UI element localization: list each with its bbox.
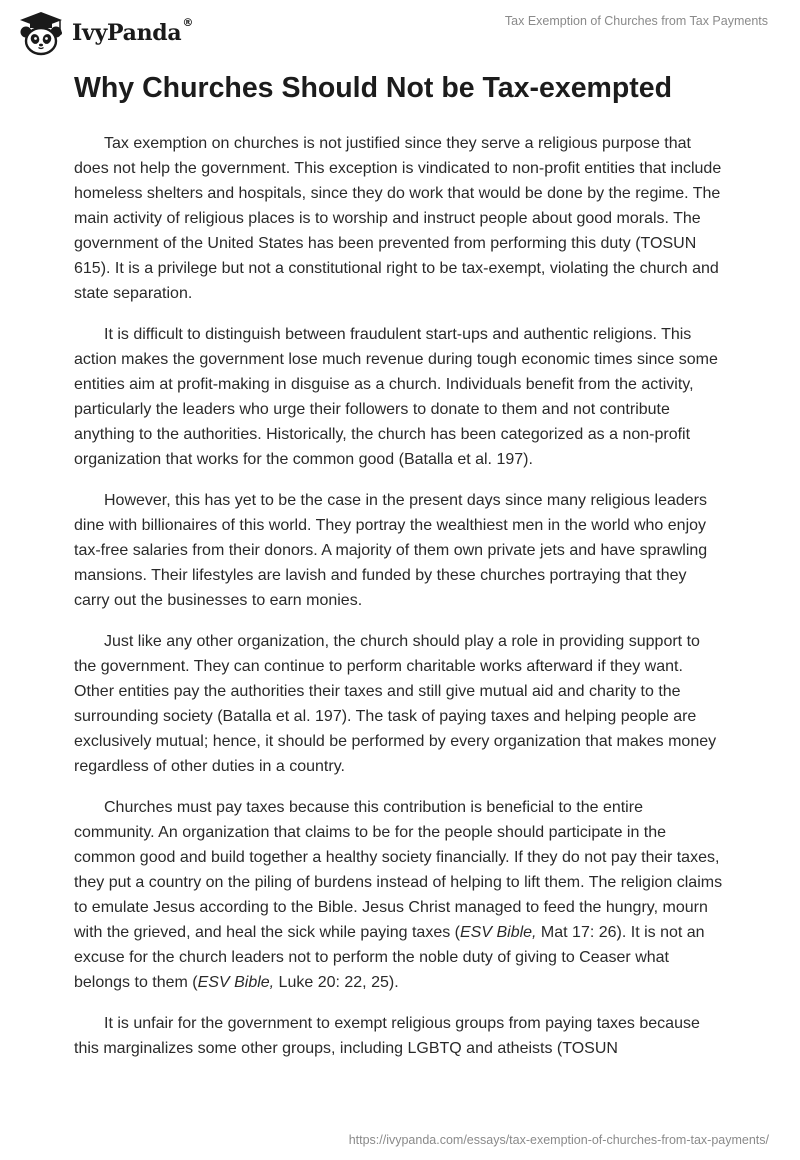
paragraph: However, this has yet to be the case in the present days since many religious leaders dine with billionaires of this world. They portray the wealthiest men in the world who enjoy tax-free salaries from their donors. A majority of them own private jets and have sprawling mansions. Their lifestyles are lavish and funded by these churches portraying that they carry out the businesses to earn monies. [74,492,708,609]
citation-title: ESV Bible, [197,974,275,991]
document-title: Tax Exemption of Churches from Tax Payments [504,14,768,28]
ivypanda-logo[interactable] [16,10,193,56]
logo-wordmark: IvyPanda® [72,16,194,46]
article-title: Why Churches Should Not be Tax-exempted [74,72,673,104]
panda-graduate-icon [16,10,66,56]
paragraph: It is difficult to distinguish between fraudulent start-ups and authentic religions. This action makes the government lose much revenue during tough economic times since some entities aim at profit-making in disguise as a church. Individuals benefit from the activity, particularly the leaders who urge their followers to donate to them and not contribute anything to the authorities. Historically, the church has been categorized as a non-profit organization that works for the common good (Batalla et al. 197). [74,326,718,468]
paragraph: Just like any other organization, the church should play a role in providing support to the government. They can continue to perform charitable works afterward if they want. Other entities pay the authorities their taxes and still give mutual aid and charity to the surrounding society (Batalla et al. 197). The task of paying taxes and helping people are exclusively mutual; hence, it should be performed by every organization that makes money regardless of other duties in a country. [74,633,717,775]
paragraph: Tax exemption on churches is not justified since they serve a religious purpose that does not help the government. This exception is vindicated to non-profit entities that include homeless shelters and hospitals, since they do work that would be done by the regime. The main activity of religious places is to worship and instruct people about good morals. The government of the United States has been prevented from performing this duty (TOSUN 615). It is a privilege but not a constitutional right to be tax-exempt, violating the church and state separation. [74,135,722,302]
paragraph: It is unfair for the government to exempt religious groups from paying taxes because this marginalizes some other groups, including LGBTQ and atheists (TOSUN [74,1015,700,1057]
paragraph: Churches must pay taxes because this contribution is beneficial to the entire community. An organization that claims to be for the people should participate in the common good and build together a healthy society financially. If they do not pay their taxes, they put a country on the piling of burdens instead of helping to lift them. The religion claims to emulate Jesus according to the Bible. Jesus Christ managed to feed the hungry, mourn with the grieved, and heal the sick while paying taxes (ESV Bible, Mat 17: 26). It is not an excuse for the church leaders not to perform the noble duty of giving to Ceaser what belongs to them (ESV Bible, Luke 20: 22, 25). [74,799,723,991]
page-header [0,0,800,64]
source-url[interactable]: https://ivypanda.com/essays/tax-exemption-of-churches-from-tax-payments/ [348,1133,769,1147]
citation-title: ESV Bible, [460,924,537,941]
article-body [74,131,726,1077]
